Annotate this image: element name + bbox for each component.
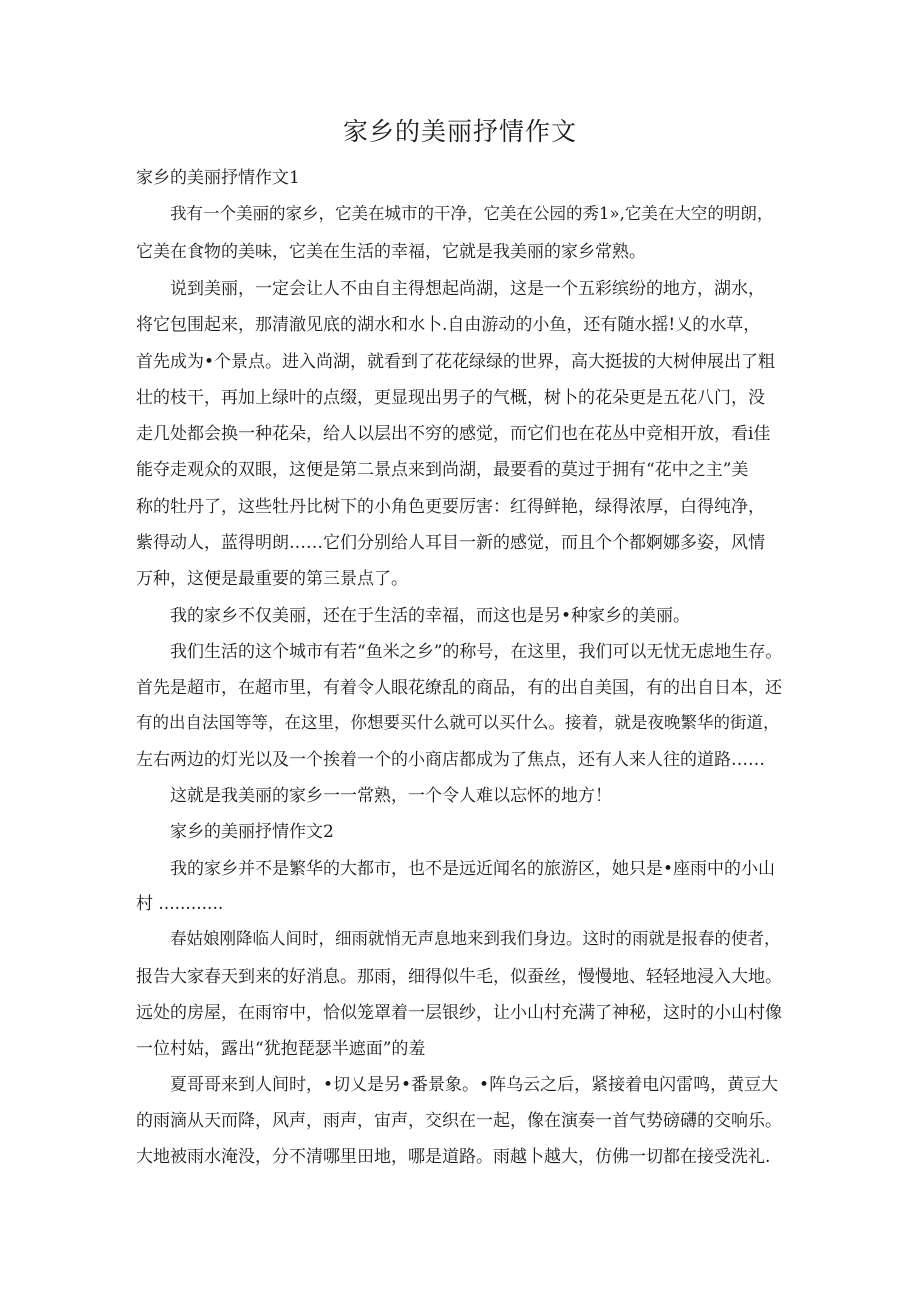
paragraph-2-line-6: 能夺走观众的双眼，这便是第二景点来到尚湖，最要看的莫过于拥有“花中之主”美 [136,460,749,480]
paragraph-4-line-1: 我们生活的这个城市有若“鱼米之乡”的称号，在这里，我们可以无忧无虑地生存。 [170,642,783,662]
paragraph-7-line-3: 远处的房屋，在雨帘中，恰似笼罩着一层银纱，让小山村充满了神秘，这时的小山村像 [136,1003,782,1023]
paragraph-2-line-5: 走几处都会换一种花朵，给人以层出不穷的感觉，而它们也在花丛中竞相开放，看i佳 [136,424,771,444]
paragraph-6-line-1: 我的家乡并不是繁华的大都市，也不是远近闻名的旅游区，她只是•座雨中的小山 [170,859,776,879]
paragraph-2-line-7: 称的牡丹了，这些牡丹比树下的小角色更要厉害：红得鲜艳，绿得浓厚，白得纯净， [136,497,765,517]
paragraph-3-line-1: 我的家乡不仅美丽，还在于生活的幸福，而这也是另•种家乡的美丽。 [170,606,691,626]
paragraph-8-line-1: 夏哥哥来到人间时，•切乂是另•番景象。•阵乌云之后，紧接着电闪雷鸣，黄豆大 [170,1075,779,1095]
section-heading-2: 家乡的美丽抒情作文2 [170,822,334,842]
paragraph-7-line-1: 春姑娘刚降临人间时，细雨就悄无声息地来到我们身边。这时的雨就是报春的使者， [170,929,781,948]
paragraph-2-line-8: 紫得动人，蓝得明朗……它们分别给人耳目一新的感觉，而且个个都婀娜多姿，风情 [136,533,765,553]
paragraph-4-line-3: 有的出自法国等等，在这里，你想要买什么就可以买什么。接着，就是夜晚繁华的街道， [136,713,780,732]
paragraph-5-line-1: 这就是我美丽的家乡一一常熟，一个令人难以忘怀的地方！ [170,786,612,806]
paragraph-7-line-4: 一位村姑，露出“犹抱琵瑟半遮面”的羞 [136,1039,426,1059]
paragraph-8-line-2: 的雨滴从天而降，风声，雨声，宙声，交织在一起，像在演奏一首气势磅礴的交响乐。 [136,1111,782,1131]
paragraph-2-line-9: 万种，这便是最重要的第三景点了。 [136,569,408,589]
document-title: 家乡的美丽抒情作文 [342,117,577,146]
paragraph-6-line-2: 村 ............ [136,894,224,914]
paragraph-8-line-3: 大地被雨水淹没，分不清哪里田地，哪是道路。雨越卜越大，仿佛一切都在接受洗礼. [136,1147,771,1167]
paragraph-2-line-3: 首先成为•个景点。进入尚湖，就看到了花花绿绿的世界，高大挺拔的大树伸展出了粗 [136,352,776,372]
paragraph-7-line-2: 报告大家春天到来的好消息。那雨，细得似牛毛，似蚕丝，慢慢地、轻轻地浸入大地。 [136,967,782,987]
paragraph-4-line-4: 左右两边的灯光以及一个挨着一个的小商店都成为了焦点，还有人来人往的道路…… [136,750,765,770]
section-heading-1: 家乡的美丽抒情作文1 [136,168,300,188]
paragraph-1-line-1: 我有一个美丽的家乡，它美在城市的干净，它美在公园的秀1»,它美在大空的明朗， [170,204,774,223]
paragraph-2-line-1: 说到美丽，一定会让人不由自主得想起尚湖，这是一个五彩缤纷的地方，湖水， [170,279,765,299]
paragraph-2-line-2: 将它包围起来，那清澈见底的湖水和水卜.自由游动的小鱼，还有随水摇!乂的水草， [136,315,761,335]
paragraph-1-line-2: 它美在食物的美味，它美在生活的幸福，它就是我美丽的家乡常熟。 [136,242,646,262]
paragraph-2-line-4: 壮的枝干，再加上绿叶的点缀，更显现出男子的气概，树卜的花朵更是五花八门，没 [136,388,765,408]
paragraph-4-line-2: 首先是超市，在超市里，有着令人眼花缭乱的商品，有的出自美国，有的出自日本，还 [136,678,782,698]
